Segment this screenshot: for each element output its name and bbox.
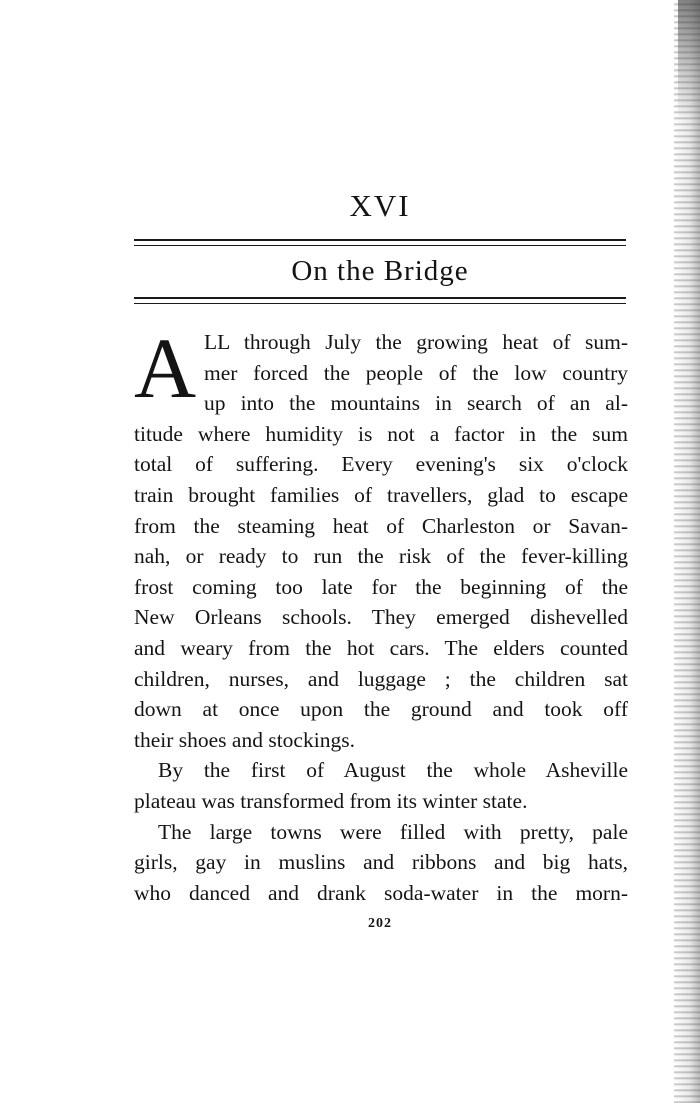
body-line: who danced and drank soda-water in the morn- — [134, 880, 628, 905]
chapter-number: XVI — [349, 188, 411, 223]
body-line: up into the mountains in search of an al- — [204, 391, 628, 416]
chapter-title: On the Bridge — [291, 255, 469, 287]
body-line: nah, or ready to run the risk of the fever-killing — [134, 544, 628, 569]
page-edge-shadow — [674, 0, 700, 1103]
body-line: train brought families of travellers, glad to escape — [134, 482, 628, 507]
chapter-body — [134, 320, 628, 908]
title-rule-top — [134, 239, 626, 246]
body-line: The large towns were filled with pretty, pale — [158, 819, 628, 844]
body-line: down at once upon the ground and took off — [134, 697, 628, 722]
body-line: plateau was transformed from its winter state. — [134, 788, 528, 813]
body-line: their shoes and stockings. — [134, 727, 355, 752]
page-number: 202 — [368, 916, 392, 931]
body-line: girls, gay in muslins and ribbons and big hats, — [134, 850, 628, 875]
title-rule-bottom — [134, 297, 626, 304]
body-line: total of suffering. Every evening's six o'clock — [134, 452, 628, 477]
body-line: from the steaming heat of Charleston or Savan- — [134, 513, 628, 538]
body-line: LL through July the growing heat of sum- — [204, 330, 628, 354]
body-line: titude where humidity is not a factor in the sum — [134, 421, 628, 446]
drop-cap: A — [134, 320, 197, 416]
body-line: mer forced the people of the low country — [204, 360, 628, 385]
body-line: frost coming too late for the beginning of the — [134, 574, 628, 599]
body-line: and weary from the hot cars. The elders counted — [134, 635, 628, 660]
body-line: New Orleans schools. They emerged dishevelled — [134, 605, 628, 630]
body-line: By the first of August the whole Asheville — [158, 758, 628, 783]
body-line: children, nurses, and luggage ; the children sat — [134, 666, 628, 691]
page-edge-shadow-top — [678, 0, 700, 120]
